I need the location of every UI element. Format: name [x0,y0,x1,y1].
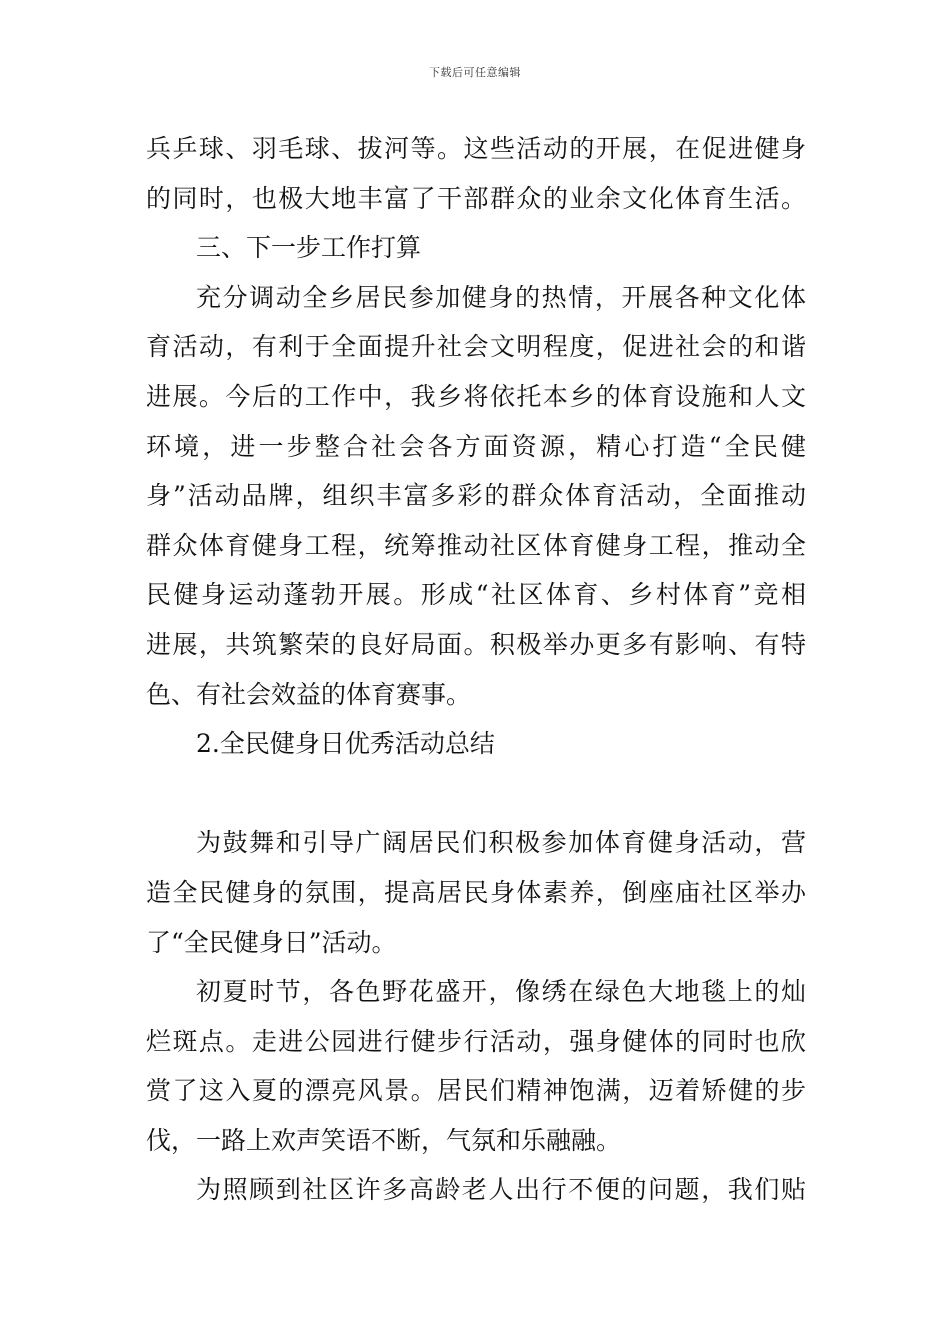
body-line: 环境，进一步整合社会各方面资源，精心打造“全民健 [146,431,806,461]
body-line: 为鼓舞和引导广阔居民们积极参加体育健身活动，营 [196,828,806,858]
document-body [146,124,806,1215]
blank-line [146,769,806,819]
body-line: 充分调动全乡居民参加健身的热情，开展各种文化体 [196,282,806,312]
body-line: 进展，共筑繁荣的良好局面。积极举办更多有影响、有特 [146,629,806,659]
body-line: 色、有社会效益的体育赛事。 [146,679,472,709]
body-line: 身”活动品牌，组织丰富多彩的群众体育活动，全面推动 [146,481,806,511]
body-line: 初夏时节，各色野花盛开，像绣在绿色大地毯上的灿 [196,977,806,1007]
body-line: 的同时，也极大地丰富了干部群众的业余文化体育生活。 [146,183,806,213]
body-line: 兵乒球、羽毛球、拔河等。这些活动的开展，在促进健身 [146,134,806,163]
section-heading: 2.全民健身日优秀活动总结 [196,729,495,759]
page-header: 下载后可任意编辑 [429,66,521,79]
body-line: 进展。今后的工作中，我乡将依托本乡的体育设施和人文 [146,381,806,411]
body-line: 烂斑点。走进公园进行健步行活动，强身健体的同时也欣 [146,1026,806,1056]
body-line: 赏了这入夏的漂亮风景。居民们精神饱满，迈着矫健的步 [146,1076,806,1106]
body-line: 造全民健身的氛围，提高居民身体素养，倒座庙社区举办 [146,877,806,907]
body-line: 伐，一路上欢声笑语不断，气氛和乐融融。 [146,1125,622,1155]
body-line: 育活动，有利于全面提升社会文明程度，促进社会的和谐 [146,332,806,362]
section-heading: 三、下一步工作打算 [196,233,422,263]
body-line: 为照顾到社区许多高龄老人出行不便的问题，我们贴 [196,1175,806,1205]
body-line: 了“全民健身日”活动。 [146,927,397,957]
body-line: 民健身运动蓬勃开展。形成“社区体育、乡村体育”竞相 [146,580,806,610]
body-line: 群众体育健身工程，统筹推动社区体育健身工程，推动全 [146,530,806,560]
